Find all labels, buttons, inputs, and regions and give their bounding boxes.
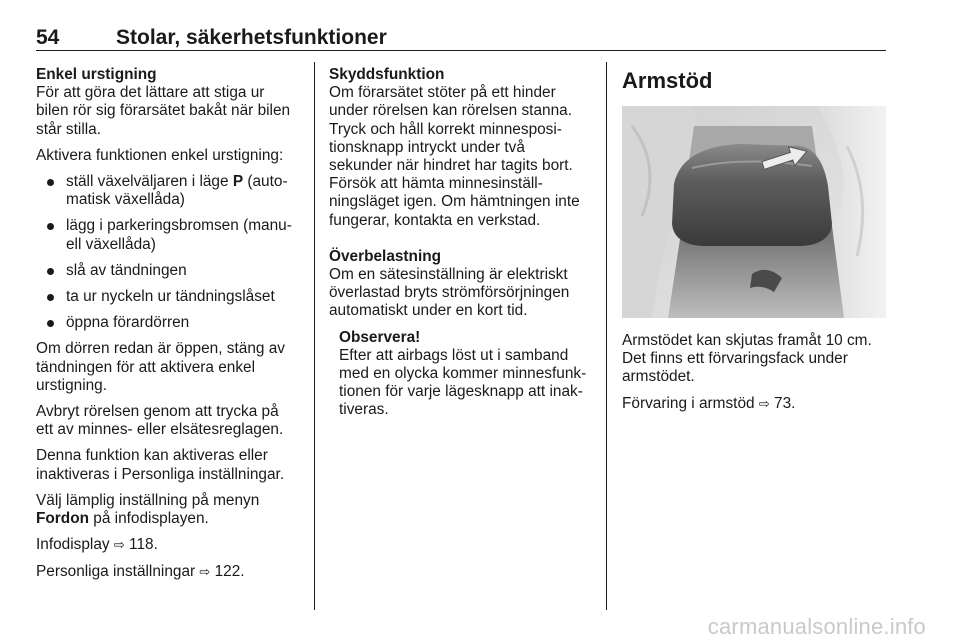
list-item: ställ växelväljaren i läge P (auto-matisk växellåda) — [36, 173, 300, 209]
section-heading: Skyddsfunktion — [329, 66, 445, 83]
paragraph: Om en sätesinställning är elektriskt överlastad bryts strömförsörjningen automatiskt under en kort tid. — [329, 266, 570, 320]
column-1 — [36, 66, 300, 591]
paragraph: För att göra det lättare att stiga ur bilen rör sig förarsätet bakåt när bilen står stilla. — [36, 84, 291, 138]
bullet-list — [36, 173, 300, 332]
note-text: Efter att airbags löst ut i samband med en olycka kommer minnesfunk-tionen för varje lägesknapp att inak-tiveras. — [339, 346, 587, 419]
watermark: carmanualsonline.info — [707, 614, 926, 639]
cross-reference-armrest-storage[interactable]: Förvaring i armstöd ⇨ 73. — [622, 394, 796, 412]
paragraph: Välj lämplig inställning på menyn Fordon på infodisplayen. — [36, 491, 260, 528]
page-number: 54 — [36, 26, 60, 49]
page-title: Stolar, säkerhetsfunktioner — [116, 26, 387, 49]
section-title: Armstöd — [622, 68, 713, 93]
section-heading: Enkel urstigning — [36, 66, 157, 83]
bullet-icon — [47, 179, 54, 186]
page-ref-arrow-icon: ⇨ — [199, 565, 211, 581]
paragraph: Denna funktion kan aktiveras eller inaktiveras i Personliga inställningar. — [36, 447, 285, 483]
list-item: slå av tändningen — [36, 262, 300, 280]
bullet-icon — [47, 268, 54, 275]
cross-reference-personal-settings[interactable]: Personliga inställningar ⇨ 122. — [36, 563, 245, 581]
bullet-icon — [47, 223, 54, 230]
note-box — [329, 329, 591, 420]
list-item: lägg i parkeringsbromsen (manu-ell växellåda) — [36, 217, 300, 253]
note-title: Observera! — [339, 328, 421, 346]
bullet-icon — [47, 294, 54, 301]
column-2 — [329, 66, 591, 420]
column-divider — [606, 62, 607, 610]
page-ref-arrow-icon: ⇨ — [113, 538, 125, 554]
section-heading: Överbelastning — [329, 247, 442, 265]
page-ref-arrow-icon: ⇨ — [758, 396, 770, 412]
paragraph: Armstödet kan skjutas framåt 10 cm. Det finns ett förvaringsfack under armstödet. — [622, 332, 872, 386]
list-item: ta ur nyckeln ur tändningslåset — [36, 288, 300, 306]
column-3 — [622, 66, 888, 422]
page-header — [36, 24, 886, 51]
paragraph: Aktivera funktionen enkel urstigning: — [36, 146, 284, 164]
list-item: öppna förardörren — [36, 314, 300, 332]
armrest-photo — [622, 106, 886, 318]
paragraph: Avbryt rörelsen genom att trycka på ett av minnes- eller elsätesreglagen. — [36, 403, 284, 439]
paragraph: Om förarsätet stöter på ett hinder under rörelsen kan rörelsen stanna. Tryck och håll korrekt minnesposi-tionsknapp intryckt under två sekunder när hindret har tagits bort. Försök att hämta minnesinställ-ningsläget igen. Om hämtningen inte fungerar, kontakta en verkstad. — [329, 84, 580, 229]
column-divider — [314, 62, 315, 610]
bullet-icon — [47, 320, 54, 327]
paragraph: Om dörren redan är öppen, stäng av tändningen för att aktivera enkel urstigning. — [36, 340, 285, 394]
cross-reference-infodisplay[interactable]: Infodisplay ⇨ 118. — [36, 536, 158, 554]
